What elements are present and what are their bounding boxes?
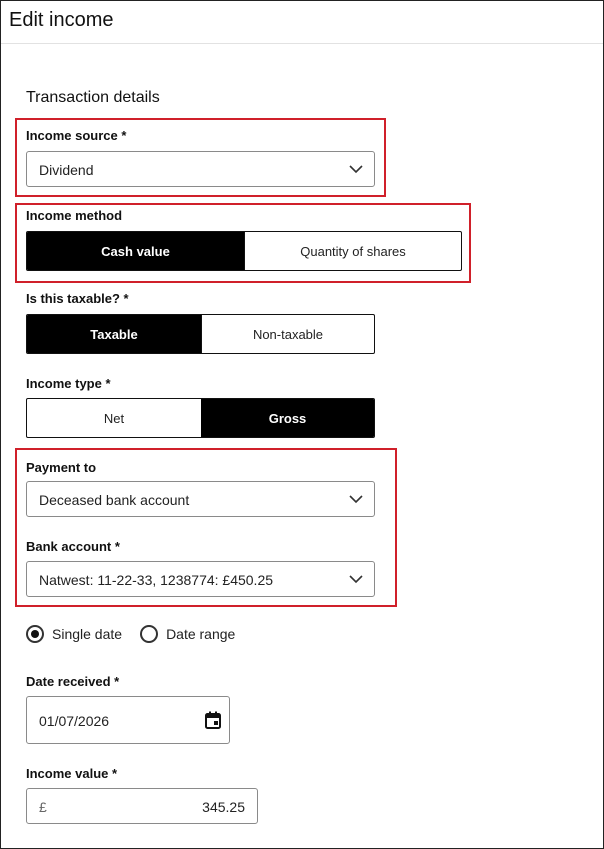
taxable-toggle (26, 314, 375, 354)
payment-to-select[interactable] (26, 481, 375, 517)
income-source-select[interactable] (26, 151, 375, 187)
date-received-input[interactable] (26, 696, 230, 744)
section-title: Transaction details (26, 89, 160, 106)
calendar-icon[interactable] (205, 711, 221, 729)
bank-account-value: Natwest: 11-22-33, 1238774: £450.25 (39, 572, 274, 588)
income-method-toggle (26, 231, 462, 271)
date-range-label[interactable]: Date range (166, 626, 236, 642)
income-source-value: Dividend (39, 162, 94, 178)
income-method-label: Income method (26, 208, 123, 223)
income-value-input[interactable] (26, 788, 258, 824)
taxable-label: Is this taxable? * (26, 291, 129, 306)
income-method-option-cash-value[interactable]: Cash value (27, 232, 244, 270)
chevron-down-icon (348, 163, 364, 175)
income-value-amount: 345.25 (202, 799, 245, 815)
income-type-label: Income type * (26, 376, 111, 391)
payment-to-label: Payment to (26, 460, 97, 475)
taxable-option-non-taxable[interactable]: Non-taxable (201, 315, 374, 353)
income-type-option-net[interactable]: Net (103, 410, 125, 426)
date-range-radio[interactable] (140, 625, 158, 643)
chevron-down-icon (348, 493, 364, 505)
single-date-label[interactable]: Single date (52, 626, 123, 642)
income-type-option-gross[interactable]: Gross (201, 399, 374, 437)
page-header (1, 1, 603, 44)
income-method-option-quantity-of-shares[interactable]: Quantity of shares (244, 232, 461, 270)
taxable-option-taxable[interactable]: Taxable (27, 315, 201, 353)
page-title: Edit income (9, 9, 114, 31)
income-type-toggle (26, 398, 375, 438)
single-date-radio[interactable] (26, 625, 44, 643)
income-source-label: Income source * (26, 128, 127, 143)
bank-account-label: Bank account * (26, 539, 120, 554)
currency-symbol: £ (39, 799, 47, 815)
bank-account-select[interactable] (26, 561, 375, 597)
date-received-value: 01/07/2026 (39, 713, 110, 729)
date-received-label: Date received * (26, 674, 120, 689)
date-mode-radio-group (26, 624, 253, 644)
chevron-down-icon (348, 573, 364, 585)
income-value-label: Income value * (26, 766, 118, 781)
payment-to-value: Deceased bank account (39, 492, 190, 508)
